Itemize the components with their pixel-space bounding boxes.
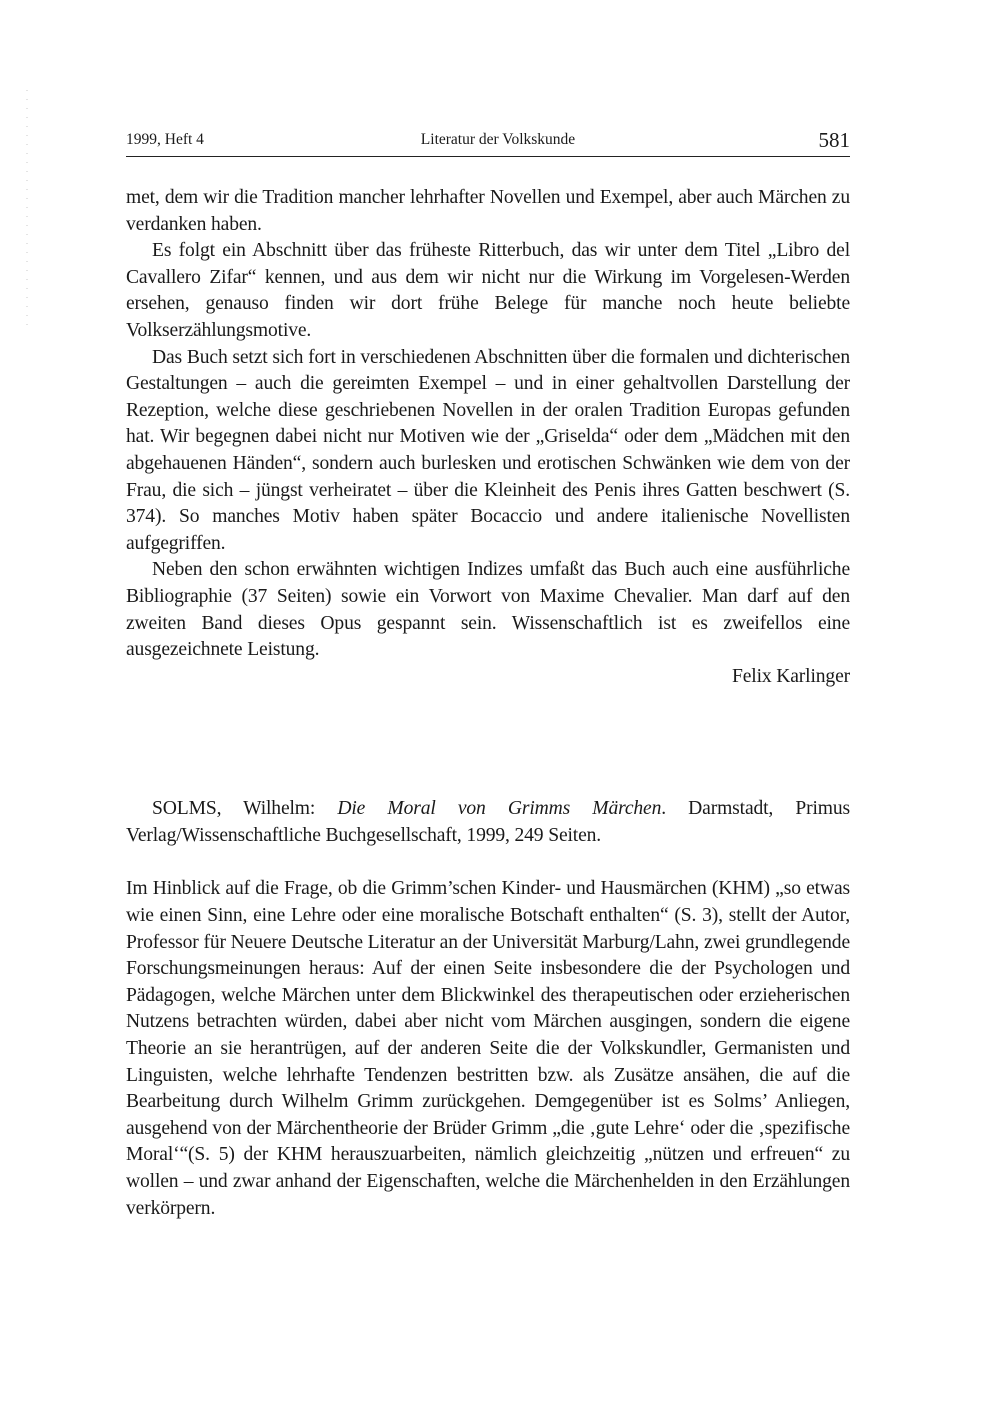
citation-title: Die Moral von Grimms Märchen (337, 798, 662, 820)
running-head (126, 128, 850, 157)
page-number: 581 (818, 128, 850, 152)
reviewer-signature: Felix Karlinger (731, 665, 850, 687)
review-karlinger (126, 185, 850, 690)
paragraph: Im Hinblick auf die Frage, ob die Grimm’schen Kinder- und Hausmärchen (KHM) „so etwas wie einen Sinn, eine Lehre oder eine moralische Botschaft enthalten“ (S. 3), stellt der Autor, Professor für Neuere Deutsche Literatur an der Universität Marburg/Lahn, zwei grundlegende Forschungsmeinungen heraus: Auf der einen Seite insbesondere die der Psychologen und Pädagogen, welche Märchen unter dem Blickwinkel des therapeutischen oder erzieherischen Nutzens betrachten würden, dabei aber nicht vom Märchen ausgingen, sondern die eigene Theorie an sie herantrügen, auf der anderen Seite die der Volkskundler, Germanisten und Linguisten, welche lehrhafte Tendenzen bestritten bzw. als Zusätze ansähen, die auf die Bearbeitung durch Wilhelm Grimm zurückgehen. Demgegenüber ist es Solms’ Anliegen, ausgehend von der Märchentheorie der Brüder Grimm „die ‚gute Lehre‘ oder die ‚spezifische Moral‘“(S. 5) der KHM herauszuarbeiten, nämlich gleichzeitig „nützen und erfreuen“ zu wollen – und zwar anhand der Eigenschaften, welche die Märchenhelden in den Erzählungen verkörpern. (126, 878, 850, 1219)
paragraph: Es folgt ein Abschnitt über das früheste Ritterbuch, das wir unter dem Titel „Libro del Cavallero Zifar“ kennen, und aus dem wir nicht nur die Wirkung im Vorgelesen-Werden ersehen, genauso finden wir dort frühe Belege für manche noch heute beliebte Volkserzählungsmotive. (126, 240, 850, 341)
journal-issue: 1999, Heft 4 (126, 131, 204, 148)
paragraph: met, dem wir die Tradition mancher lehrhafter Novellen und Exempel, aber auch Märchen zu verdanken haben. (126, 187, 850, 235)
section-title: Literatur der Volkskunde (420, 131, 576, 148)
citation-author: SOLMS, Wilhelm: (152, 798, 338, 820)
citation-publication: . Darmstadt, Primus Verlag/Wissenschaftliche Buchgesellschaft, 1999, 249 Seiten. (126, 798, 850, 846)
review-solms (126, 876, 850, 1222)
scan-artifact-marks (26, 90, 28, 330)
paragraph: Neben den schon erwähnten wichtigen Indizes umfaßt das Buch auch eine ausführliche Bibliographie (37 Seiten) sowie ein Vorwort von Maxime Chevalier. Man darf auf den zweiten Band dieses Opus gespannt sein. Wissenschaftlich ist es zweifellos eine ausgezeichnete Leistung. (126, 559, 850, 661)
document-page (126, 128, 850, 1222)
paragraph: Das Buch setzt sich fort in verschiedenen Abschnitten über die formalen und dichterischen Gestaltungen – auch die gereimten Exempel – und in einer gehaltvollen Darstellung der Rezeption, welche diese geschriebenen Novellen in der oralen Tradition Europas gefunden hat. Wir begegnen dabei nicht nur Motiven wie der „Griselda“ oder dem „Mädchen mit den abgehauenen Händen“, sondern auch burlesken und erotischen Schwänken wie dem von der Frau, die sich – jüngst verheiratet – über die Kleinheit des Penis ihres Gatten beschwert (S. 374). So manches Motiv haben später Bocaccio und andere italienische Novellisten aufgegriffen. (126, 346, 850, 554)
book-citation (126, 796, 850, 849)
